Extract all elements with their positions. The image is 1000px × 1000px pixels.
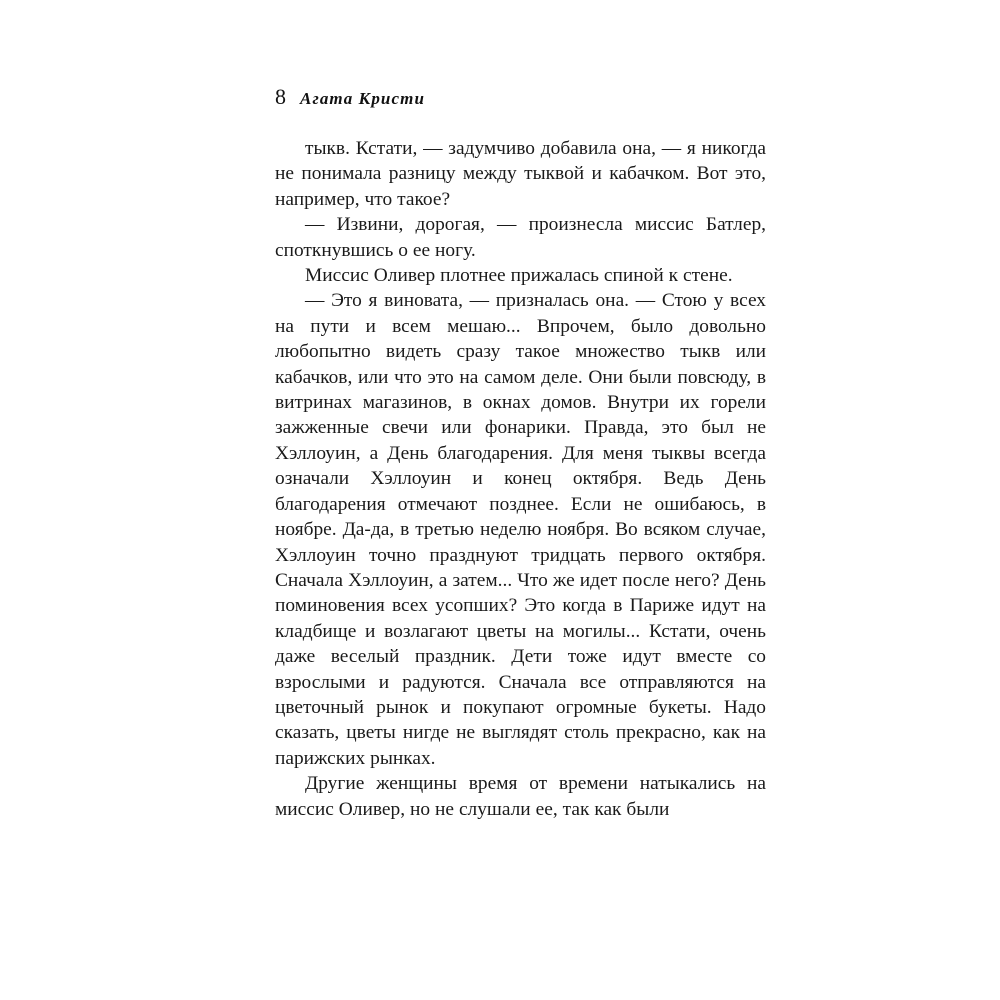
paragraph: тыкв. Кстати, — задумчиво добавила она, — я никогда не понимала разницу между тыквой и кабачком. Вот это, например, что такое?	[275, 138, 766, 210]
paragraph: — Это я виновата, — призналась она. — Стою у всех на пути и всем мешаю... Впрочем, было довольно любопытно видеть сразу такое множество тыкв или кабачков, или что это на самом деле. Они были повсюду, в витринах магазинов, в окнах домов. Внутри их горели зажженные свечи или фонарики. Правда, это был не Хэллоуин, а День благодарения. Для меня тыквы всегда означали Хэллоуин и конец октября. Ведь День благодарения отмечают позднее. Если не ошибаюсь, в ноябре. Да-да, в третью неделю ноября. Во всяком случае, Хэллоуин точно празднуют тридцать первого октября. Сначала Хэллоуин, а затем... Что же идет после него? День поминовения всех усопших? Это когда в Париже идут на кладбище и возлагают цветы на могилы... Кстати, очень даже веселый праздник. Дети тоже идут вместе со взрослыми и радуются. Сначала все отправляются на цветочный рынок и покупают огромные букеты. Надо сказать, цветы нигде не выглядят столь прекрасно, как на парижских рынках.	[275, 290, 766, 769]
paragraph: Другие женщины время от времени натыкались на миссис Оливер, но не слушали ее, так как были	[275, 773, 766, 820]
page-number: 8	[275, 84, 286, 109]
body-text-column	[275, 136, 766, 822]
paragraph: — Извини, дорогая, — произнесла миссис Батлер, споткнувшись о ее ногу.	[275, 214, 766, 261]
running-head-author: Агата Кристи	[300, 89, 425, 108]
paragraph: Миссис Оливер плотнее прижалась спиной к стене.	[305, 265, 733, 287]
running-head	[275, 86, 425, 108]
